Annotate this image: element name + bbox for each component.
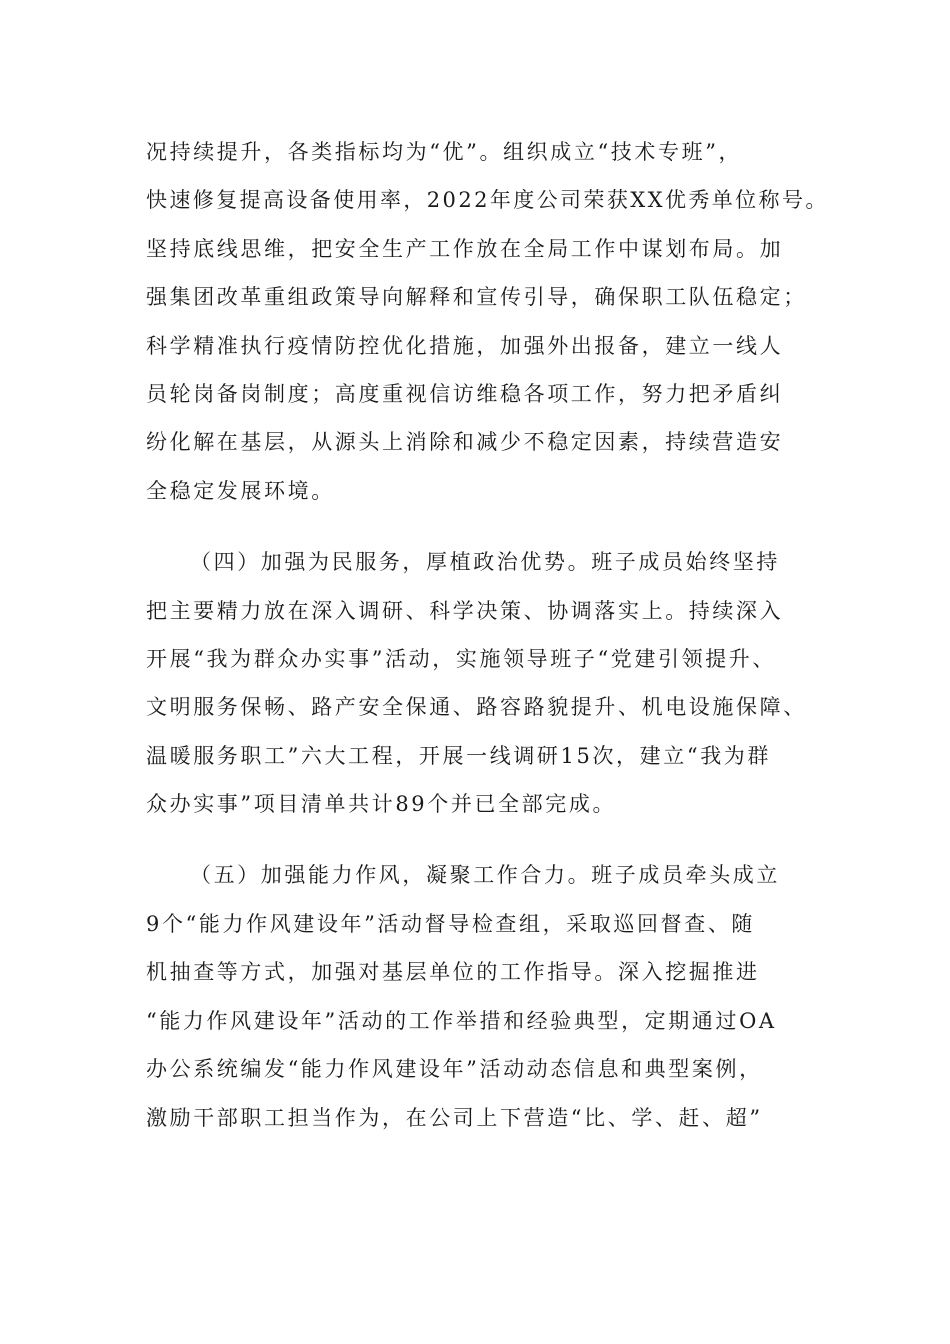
text-line: 激励干部职工担当作为，在公司上下营造“比、学、赶、超” (146, 1106, 763, 1130)
text-line: 机抽查等方式，加强对基层单位的工作指导。深入挖掘推进 (146, 960, 760, 984)
text-line: 全稳定发展环境。 (146, 479, 335, 503)
text-line: 纷化解在基层，从源头上消除和减少不稳定因素，持续营造安 (146, 430, 784, 454)
text-line: 况持续提升，各类指标均为“优”。组织成立“技术专班”， (146, 140, 743, 164)
text-line: 把主要精力放在深入调研、科学决策、协调落实上。持续深入 (146, 599, 784, 623)
text-line: 文明服务保畅、路产安全保通、路容路貌提升、机电设施保障、 (146, 695, 807, 719)
text-line: “能力作风建设年”活动的工作举措和经验典型，定期通过OA (146, 1009, 777, 1033)
text-line: 强集团改革重组政策导向解释和宣传引导，确保职工队伍稳定； (146, 285, 807, 309)
text-line: 办公系统编发“能力作风建设年”活动动态信息和典型案例， (146, 1057, 763, 1081)
text-line: 9个“能力作风建设年”活动督导检查组，采取巡回督查、随 (146, 912, 756, 936)
text-line: 温暖服务职工”六大工程，开展一线调研15次，建立“我为群 (146, 744, 771, 768)
text-line: 坚持底线思维，把安全生产工作放在全局工作中谋划布局。加 (146, 237, 784, 261)
text-line: 科学精准执行疫情防控优化措施，加强外出报备，建立一线人 (146, 334, 784, 358)
paragraph-heading-line: （四）加强为民服务，厚植政治优势。班子成员始终坚持 (190, 550, 780, 574)
text-line: 众办实事”项目清单共计89个并已全部完成。 (146, 792, 617, 816)
text-line: 员轮岗备岗制度；高度重视信访维稳各项工作，努力把矛盾纠 (146, 382, 784, 406)
paragraph-heading-line: （五）加强能力作风，凝聚工作合力。班子成员牵头成立 (190, 863, 780, 887)
text-line: 快速修复提高设备使用率，2022年度公司荣获XX优秀单位称号。 (146, 188, 829, 212)
text-line: 开展“我为群众办实事”活动，实施领导班子“党建引领提升、 (146, 647, 777, 671)
